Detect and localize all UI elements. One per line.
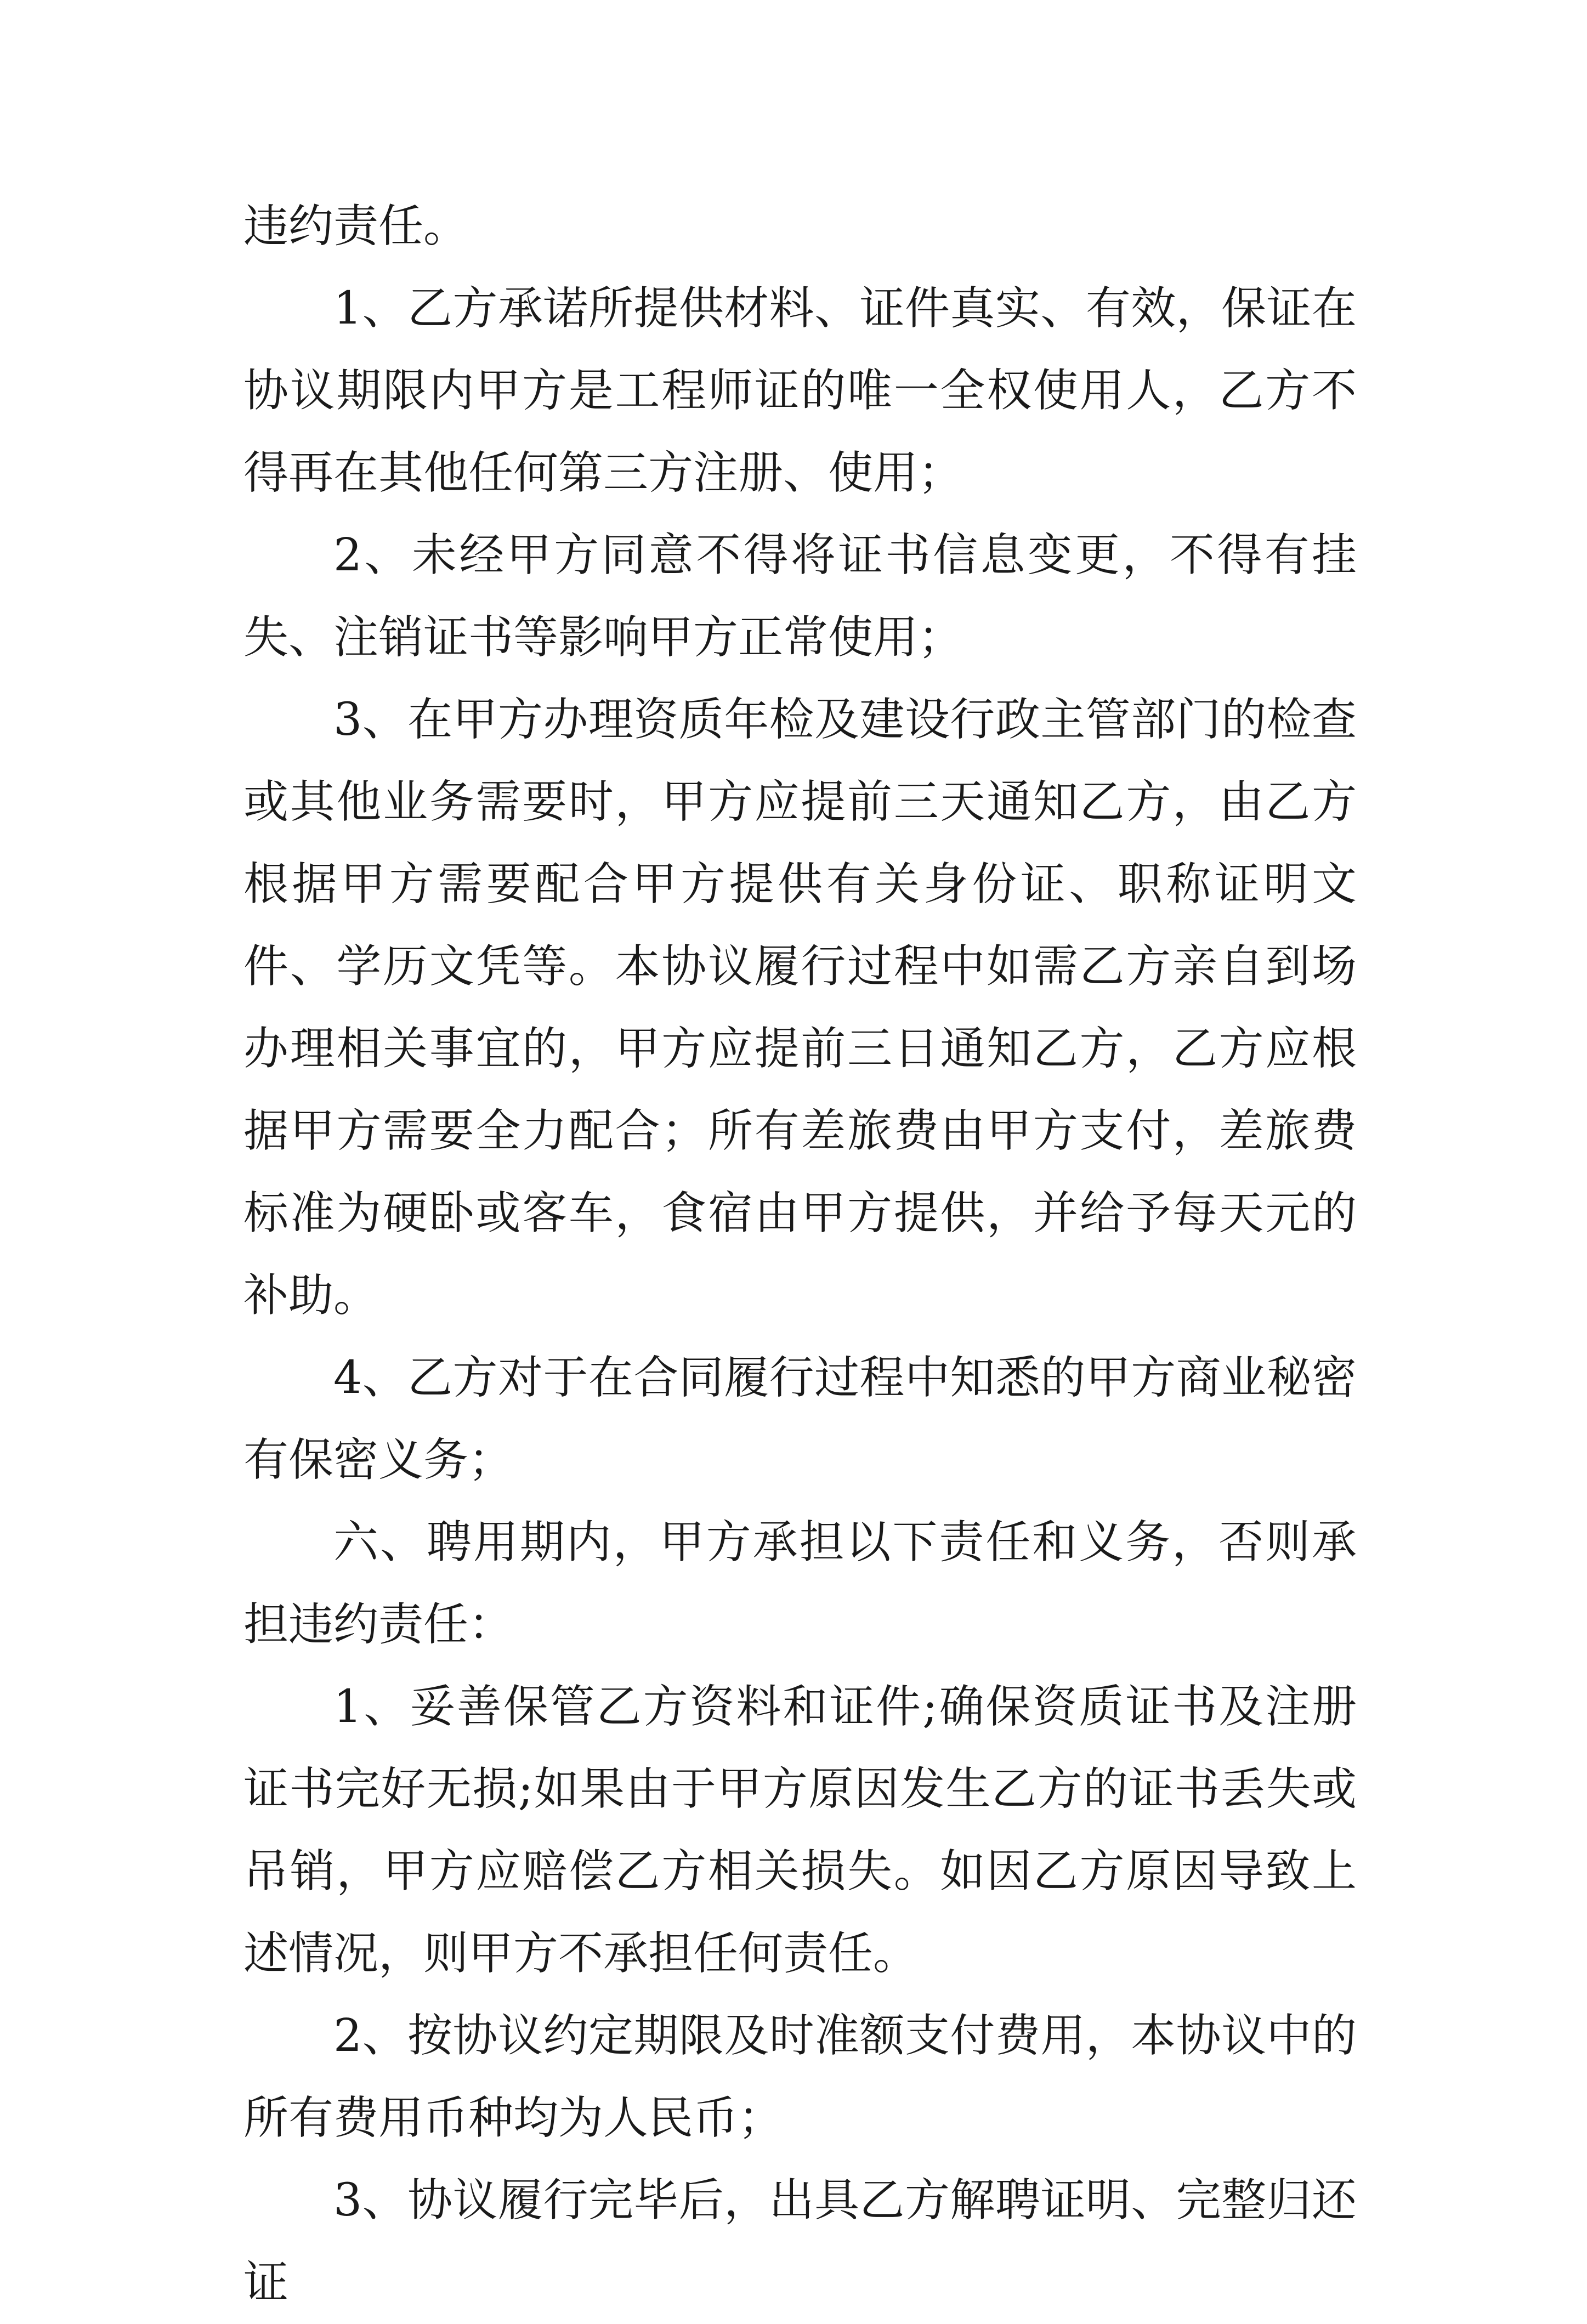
paragraph-breach-liability-tail: 违约责任。 [243,200,469,252]
paragraph-party-a-clause-2: 2、按协议约定期限及时准额支付费用，本协议中的所有费用币种均为人民币； [243,2010,1357,2144]
paragraph-party-a-clause-3: 3、协议履行完毕后，出具乙方解聘证明、完整归还证 [243,2174,1357,2309]
paragraph-party-b-clause-4: 4、乙方对于在合同履行过程中知悉的甲方商业秘密有保密义务； [243,1352,1357,1486]
paragraph-party-b-clause-3: 3、在甲方办理资质年检及建设行政主管部门的检查或其他业务需要时，甲方应提前三天通知乙方，由乙方根据甲方需要配合甲方提供有关身份证、职称证明文件、学历文凭等。本协议履行过程中如需乙方亲自到场办理相关事宜的，甲方应提前三日通知乙方，乙方应根据甲方需要全力配合；所有差旅费由甲方支付，差旅费标准为硬卧或客车，食宿由甲方提供，并给予每天元的补助。 [243,694,1357,1322]
document-body [243,185,1357,2324]
paragraph-party-b-clause-1: 1、乙方承诺所提供材料、证件真实、有效，保证在协议期限内甲方是工程师证的唯一全权使用人，乙方不得再在其他任何第三方注册、使用； [243,282,1357,499]
paragraph-party-b-clause-2: 2、未经甲方同意不得将证书信息变更，不得有挂失、注销证书等影响甲方正常使用； [243,529,1357,664]
section-six-heading: 六、聘用期内，甲方承担以下责任和义务，否则承担违约责任： [243,1516,1357,1651]
paragraph-party-a-clause-1: 1、妥善保管乙方资料和证件;确保资质证书及注册证书完好无损;如果由于甲方原因发生乙方的证书丢失或吊销，甲方应赔偿乙方相关损失。如因乙方原因导致上述情况，则甲方不承担任何责任。 [243,1681,1357,1980]
